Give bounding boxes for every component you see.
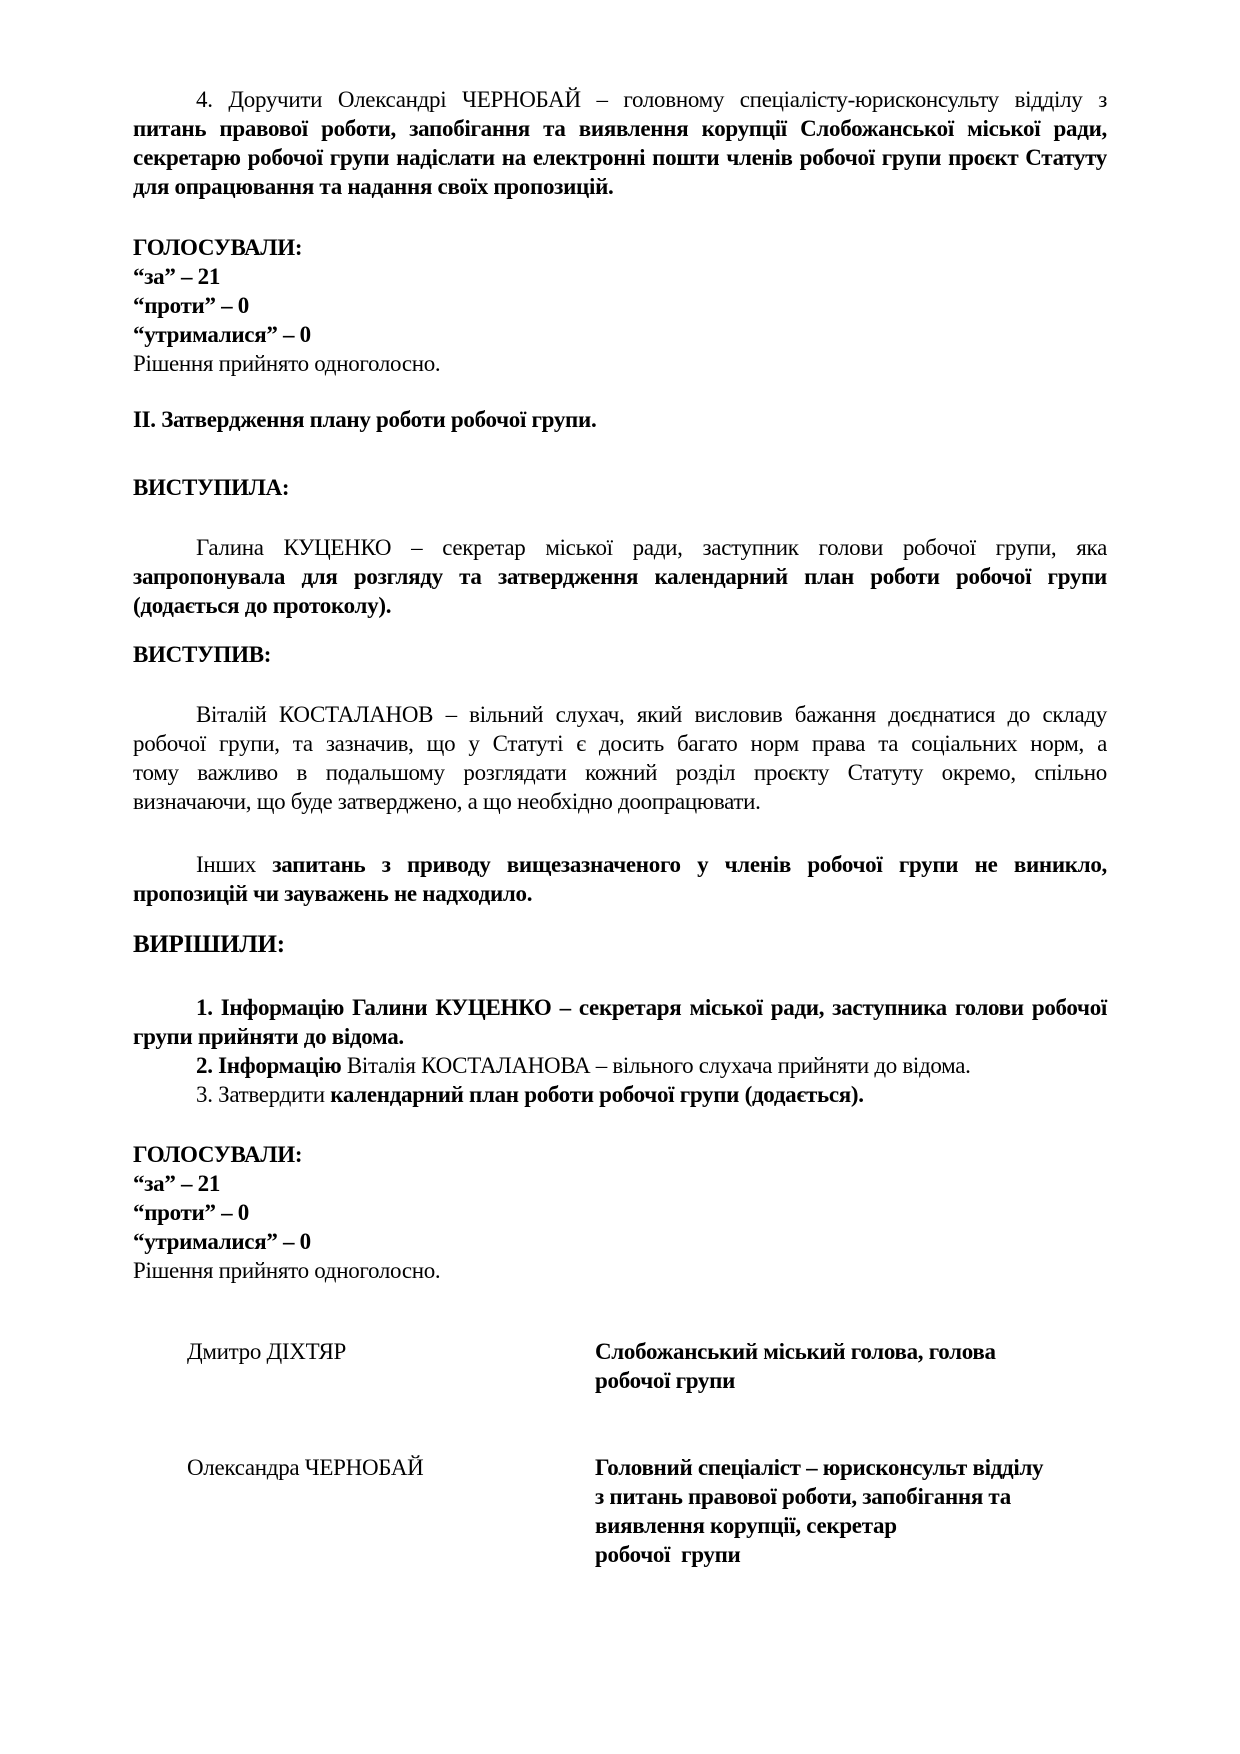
text-line bbox=[133, 1080, 1107, 1109]
signatory-title-line: Слобожанський міський голова, голова bbox=[595, 1339, 996, 1364]
text-line bbox=[133, 262, 1107, 291]
text-line bbox=[133, 473, 1107, 502]
text-segment: (додається до протоколу). bbox=[133, 593, 392, 618]
vote-block-2 bbox=[133, 1140, 1107, 1285]
text-segment: групи прийняти до відома. bbox=[133, 1024, 404, 1049]
text-segment: 3. Затвердити bbox=[196, 1082, 331, 1107]
text-line bbox=[133, 533, 1107, 562]
signatory-title-line: виявлення корупції, секретар bbox=[595, 1513, 897, 1538]
text-segment: 4. Доручити Олександрі ЧЕРНОБАЙ – головному спеціалісту-юрисконсульту відділу з bbox=[196, 87, 1107, 112]
signatory-title-line: з питань правової роботи, запобігання та bbox=[595, 1484, 1011, 1509]
text-segment: Рішення прийнято одноголосно. bbox=[133, 351, 441, 376]
signatory-title bbox=[595, 1453, 1107, 1569]
text-segment: “за” – 21 bbox=[133, 1171, 221, 1196]
text-segment: Інших bbox=[196, 852, 273, 877]
text-segment: запропонувала для розгляду та затвердження календарний план роботи робочої групи bbox=[133, 564, 1107, 589]
speech-kostalanov bbox=[133, 700, 1107, 816]
text-line bbox=[133, 405, 1107, 434]
signatory-title-line: робочої групи bbox=[595, 1542, 741, 1567]
text-line bbox=[133, 1140, 1107, 1169]
text-segment: ІІ. Затвердження плану роботи робочої групи. bbox=[133, 407, 597, 432]
signatory-name: Дмитро ДІХТЯР bbox=[187, 1339, 346, 1364]
label-vyrishyly bbox=[133, 930, 1107, 959]
text-line bbox=[133, 85, 1107, 114]
text-line bbox=[133, 349, 1107, 378]
text-line bbox=[133, 562, 1107, 591]
text-segment: секретарю робочої групи надіслати на електронні пошти членів робочої групи проєкт Статуту bbox=[133, 145, 1107, 170]
text-line bbox=[133, 172, 1107, 201]
text-segment: ВИСТУПИЛА: bbox=[133, 475, 290, 500]
text-segment: 2. Інформацію bbox=[196, 1053, 347, 1078]
text-line bbox=[133, 850, 1107, 879]
text-line bbox=[133, 930, 1107, 959]
text-segment: “за” – 21 bbox=[133, 264, 221, 289]
label-vystupyla bbox=[133, 473, 1107, 502]
text-segment: питань правової роботи, запобігання та виявлення корупції Слобожанської міської ради, bbox=[133, 116, 1107, 141]
text-line bbox=[133, 233, 1107, 262]
signatory-title-line: робочої групи bbox=[595, 1368, 736, 1393]
text-segment: визначаючи, що буде затверджено, а що необхідно доопрацювати. bbox=[133, 789, 761, 814]
text-segment: “проти” – 0 bbox=[133, 1200, 249, 1225]
text-segment: Віталія КОСТАЛАНОВА – вільного слухача прийняти до відома. bbox=[346, 1053, 971, 1078]
text-segment: “проти” – 0 bbox=[133, 293, 249, 318]
text-segment: Галина КУЦЕНКО – секретар міської ради, заступник голови робочої групи, яка bbox=[196, 535, 1107, 560]
text-segment: ВИСТУПИВ: bbox=[133, 642, 272, 667]
text-line bbox=[133, 787, 1107, 816]
resolution-item-4 bbox=[133, 85, 1107, 201]
text-line bbox=[133, 1256, 1107, 1285]
signatory-name: Олександра ЧЕРНОБАЙ bbox=[187, 1455, 424, 1480]
text-segment: пропозицій чи зауважень не надходило. bbox=[133, 881, 533, 906]
text-line bbox=[133, 729, 1107, 758]
text-line bbox=[133, 640, 1107, 669]
text-segment: тому важливо в подальшому розглядати кожний розділ проєкту Статуту окремо, спільно bbox=[133, 760, 1107, 785]
text-segment: Рішення прийнято одноголосно. bbox=[133, 1258, 441, 1283]
text-segment: ГОЛОСУВАЛИ: bbox=[133, 235, 303, 260]
text-segment: запитань з приводу вищезазначеного у членів робочої групи не виникло, bbox=[272, 852, 1108, 877]
text-line bbox=[133, 879, 1107, 908]
text-line bbox=[133, 591, 1107, 620]
text-line bbox=[133, 320, 1107, 349]
text-segment: календарний план роботи робочої групи (додається). bbox=[330, 1082, 864, 1107]
decisions-list bbox=[133, 993, 1107, 1109]
section-heading-2 bbox=[133, 405, 1107, 434]
text-line bbox=[133, 700, 1107, 729]
text-segment: “утрималися” – 0 bbox=[133, 322, 311, 347]
text-segment: 1. Інформацію Галини КУЦЕНКО – секретаря міської ради, заступника голови робочої bbox=[196, 995, 1107, 1020]
text-line bbox=[133, 114, 1107, 143]
text-segment: робочої групи, та зазначив, що у Статуті є досить багато норм права та соціальних норм, а bbox=[133, 731, 1107, 756]
signature-dikhtyar bbox=[133, 1337, 1107, 1395]
text-line bbox=[133, 143, 1107, 172]
text-line bbox=[133, 1198, 1107, 1227]
text-line bbox=[133, 758, 1107, 787]
signatory-title bbox=[595, 1337, 1107, 1395]
text-line bbox=[133, 291, 1107, 320]
speech-kutsenko bbox=[133, 533, 1107, 620]
text-segment: “утрималися” – 0 bbox=[133, 1229, 311, 1254]
text-line bbox=[133, 1227, 1107, 1256]
vote-block-1 bbox=[133, 233, 1107, 378]
text-line bbox=[133, 1022, 1107, 1051]
signature-chernobai bbox=[133, 1453, 1107, 1569]
text-line bbox=[133, 1169, 1107, 1198]
signatory-title-line: Головний спеціаліст – юрисконсульт відділу bbox=[595, 1455, 1044, 1480]
text-segment: Віталій КОСТАЛАНОВ – вільний слухач, який висловив бажання доєднатися до складу bbox=[196, 702, 1107, 727]
label-vystupyv bbox=[133, 640, 1107, 669]
text-segment: для опрацювання та надання своїх пропозицій. bbox=[133, 174, 614, 199]
text-segment: ГОЛОСУВАЛИ: bbox=[133, 1142, 303, 1167]
text-line bbox=[133, 1051, 1107, 1080]
text-line bbox=[133, 993, 1107, 1022]
text-segment: ВИРІШИЛИ: bbox=[133, 931, 285, 958]
no-questions-note bbox=[133, 850, 1107, 908]
